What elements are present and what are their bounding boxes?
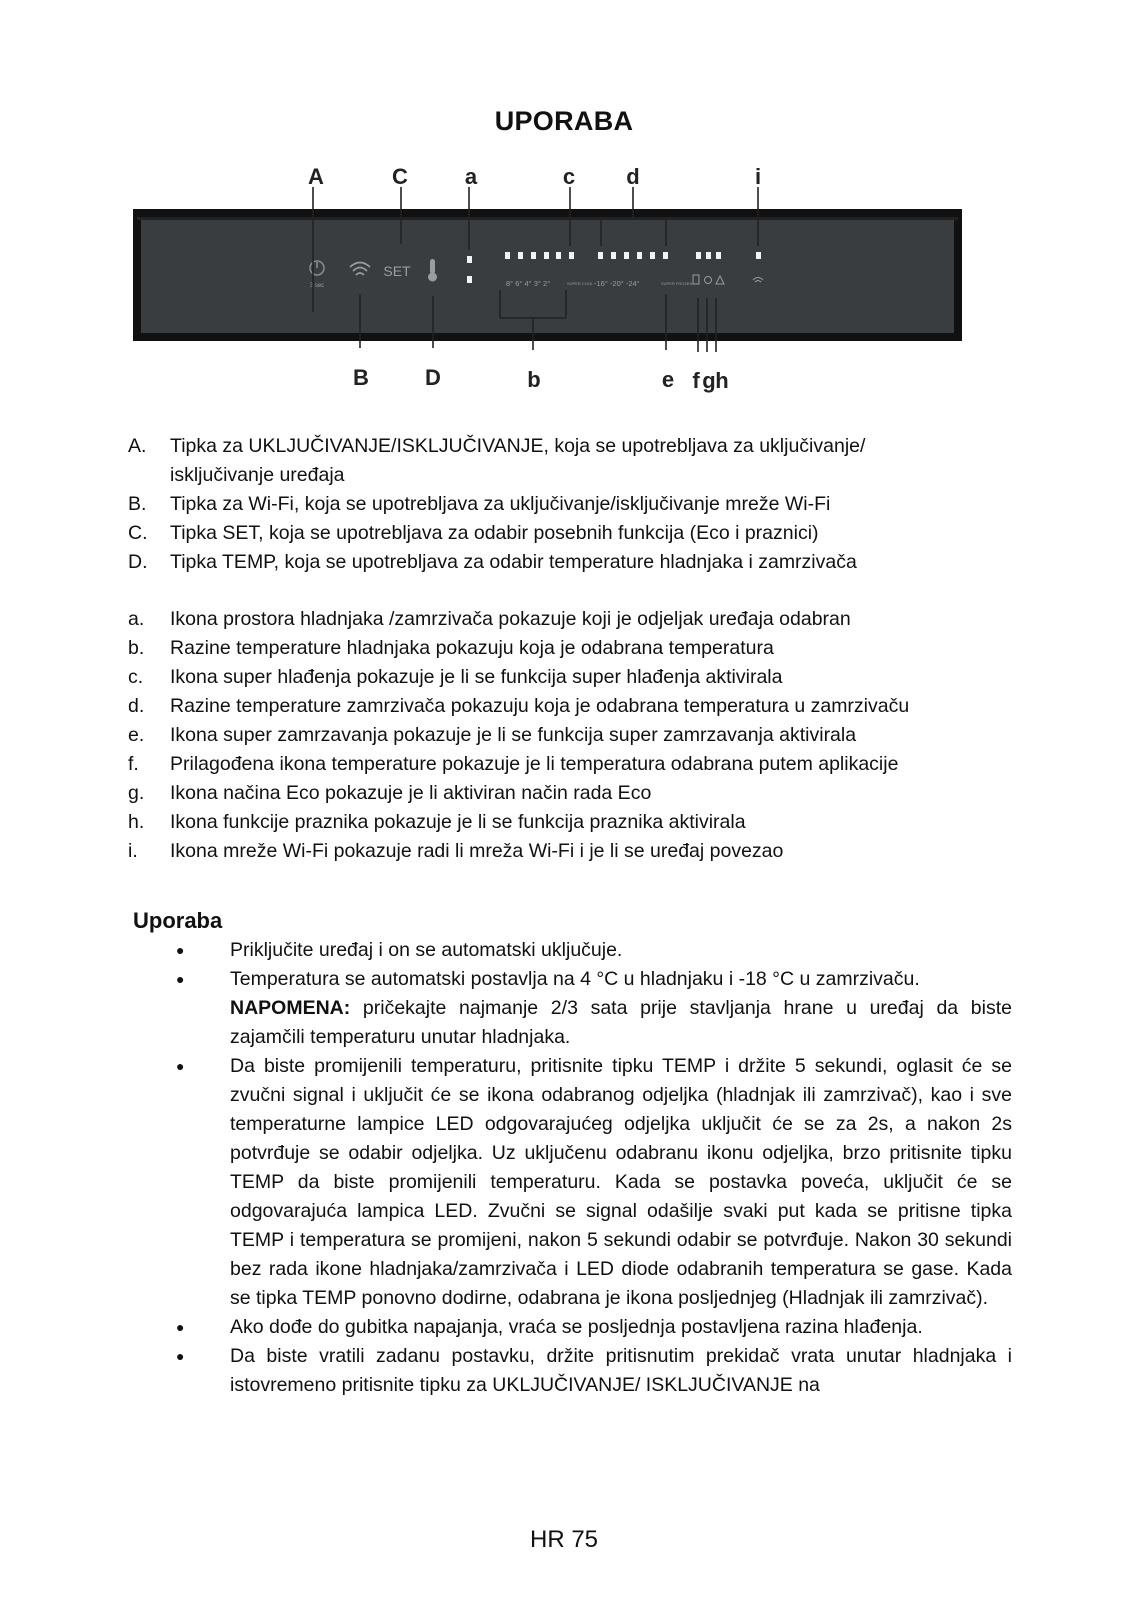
usage-heading: Uporaba <box>133 908 223 933</box>
callout-D: D <box>425 365 441 390</box>
bullet-icon: ● <box>176 942 185 958</box>
callout-g: g <box>702 368 716 393</box>
super-cool-led <box>569 252 574 259</box>
list-item <box>128 519 910 548</box>
super-frozen-label: SUPER FROZEN <box>661 281 693 286</box>
list-marker: D. <box>128 551 148 573</box>
callout-B: B <box>353 365 369 390</box>
list-item <box>128 750 909 779</box>
bullet-item <box>176 1052 1012 1313</box>
list-item-text: Ikona mreže Wi-Fi pokazuje radi li mreža Wi-Fi i je li se uređaj povezao <box>170 840 784 862</box>
icons-list <box>128 605 909 866</box>
callout-i: i <box>754 164 762 189</box>
list-marker: e. <box>128 724 145 746</box>
bullet-text: Da biste vratili zadanu postavku, držite pritisnutim prekidač vrata unutar hladnjaka i istovremeno pritisnite tipku za UKLJUČIVANJE/ ISKLJUČIVANJE na <box>230 1345 1012 1396</box>
list-item <box>128 490 910 519</box>
list-marker: i. <box>128 840 138 862</box>
wifi-led <box>756 252 761 259</box>
bullet-text: Da biste promijenili temperaturu, pritisnite tipku TEMP i držite 5 sekundi, oglasit će se zvučni signal i uključit će se ikona odabranog odjeljka (hladnjak ili zamrzivač), kao i sve temperaturne lampice LED odgovarajućeg odjeljka uključit će se za 2s, a nakon 2s potvrđuje se odabir odjeljka. Uz uključenu odabranu ikonu odjeljka, brzo pritisnite tipku TEMP da biste promijenili temperaturu. Kada se postavka poveća, uključit će se odgovarajuća lampica LED. Zvučni se signal odašilje svaki put kada se pritisne tipka TEMP i temperatura se promijeni, nakon 5 sekundi odabir se potvrđuje. Nakon 30 sekundi bez rada ikone hladnjaka/zamrzivača i LED diode odabranih temperatura se gase. Kada se tipka TEMP ponovno dodirne, odabrana je ikona posljednjeg (Hladnjak ili zamrzivač). <box>230 1055 1012 1309</box>
list-marker: A. <box>128 435 147 457</box>
list-item-text: Razine temperature zamrzivača pokazuju koja je odabrana temperatura u zamrzivaču <box>170 695 910 717</box>
list-marker: C. <box>128 522 148 544</box>
callout-b: b <box>527 367 541 392</box>
control-panel-diagram <box>0 0 1128 400</box>
super-cool-label: SUPER COOL <box>567 281 594 286</box>
list-marker: a. <box>128 608 145 630</box>
list-item <box>128 721 909 750</box>
bullet-item <box>176 1342 1012 1400</box>
buttons-list <box>128 432 910 577</box>
list-item-text: Tipka za Wi-Fi, koja se upotrebljava za uključivanje/isključivanje mreže Wi-Fi <box>170 493 831 515</box>
list-item-text: Prilagođena ikona temperature pokazuje je li temperatura odabrana putem aplikacije <box>170 753 899 775</box>
freezer-temps-label: -16° -20° -24° <box>594 279 640 288</box>
bullet-icon: ● <box>176 1348 185 1364</box>
bullet-text: Ako dođe do gubitka napajanja, vraća se posljednja postavljena razina hlađenja. <box>230 1316 923 1338</box>
list-item-text: Ikona super hlađenja pokazuje je li se funkcija super hlađenja aktivirala <box>170 666 783 688</box>
bullet-icon: ● <box>176 1319 185 1335</box>
list-item <box>128 548 910 577</box>
list-item <box>128 663 909 692</box>
list-item <box>128 779 909 808</box>
callout-f: f <box>692 368 700 393</box>
bullet-item <box>176 965 1012 1052</box>
list-item-text: Ikona načina Eco pokazuje je li aktiviran način rada Eco <box>170 782 652 804</box>
list-item <box>128 634 909 663</box>
callout-a: a <box>464 164 478 189</box>
callout-A: A <box>308 164 324 189</box>
list-item <box>128 605 909 634</box>
usage-bullets <box>176 936 1012 1400</box>
list-item-text: Ikona prostora hladnjaka /zamrzivača pokazuje koji je odjeljak uređaja odabran <box>170 608 851 630</box>
callout-c: c <box>562 164 576 189</box>
callout-d: d <box>626 164 640 189</box>
list-item-text: Ikona funkcije praznika pokazuje je li se funkcija praznika aktivirala <box>170 811 746 833</box>
list-marker: b. <box>128 637 145 659</box>
list-marker: c. <box>128 666 144 688</box>
list-marker: h. <box>128 811 145 833</box>
callout-e: e <box>661 367 675 392</box>
note-label: NAPOMENA: <box>230 997 351 1019</box>
list-item-text: Razine temperature hladnjaka pokazuju koja je odabrana temperatura <box>170 637 774 659</box>
bullet-text: Priključite uređaj i on se automatski uključuje. <box>230 939 623 961</box>
list-item <box>128 837 909 866</box>
list-marker: d. <box>128 695 145 717</box>
function-leds <box>696 252 721 259</box>
page-number: HR 75 <box>529 1526 599 1553</box>
set-button-label: SET <box>383 263 411 279</box>
bullet-item <box>176 936 1012 965</box>
list-marker: g. <box>128 782 145 804</box>
list-marker: f. <box>128 753 139 775</box>
bullet-text: Temperatura se automatski postavlja na 4 °C u hladnjaku i -18 °C u zamrzivaču. <box>230 968 920 990</box>
page-title: UPORABA <box>494 106 634 136</box>
fridge-temps-label: 8° 6° 4° 3° 2° <box>506 279 551 288</box>
list-item <box>128 808 909 837</box>
callout-h: h <box>715 368 729 393</box>
list-item-text: Tipka TEMP, koja se upotrebljava za odabir temperature hladnjaka i zamrzivača <box>170 551 857 573</box>
callout-C: C <box>392 164 408 189</box>
note <box>230 994 1012 1052</box>
note-text: pričekajte najmanje 2/3 sata prije stavljanja hrane u uređaj da biste zajamčili temperaturu unutar hladnjaka. <box>230 997 1012 1048</box>
list-item <box>128 432 910 490</box>
power-hold-label: 3 sec <box>309 283 325 289</box>
list-item-text: Ikona super zamrzavanja pokazuje je li se funkcija super zamrzavanja aktivirala <box>170 724 857 746</box>
super-frozen-led <box>663 252 668 259</box>
list-item <box>128 692 909 721</box>
list-item-text: Tipka za UKLJUČIVANJE/ISKLJUČIVANJE, koja se upotrebljava za uključivanje/ isključivanje uređaja <box>170 435 866 486</box>
bullet-icon: ● <box>176 1058 185 1074</box>
bullet-icon: ● <box>176 971 185 987</box>
list-item-text: Tipka SET, koja se upotrebljava za odabir posebnih funkcija (Eco i praznici) <box>170 522 819 544</box>
list-marker: B. <box>128 493 147 515</box>
bullet-item <box>176 1313 1012 1342</box>
